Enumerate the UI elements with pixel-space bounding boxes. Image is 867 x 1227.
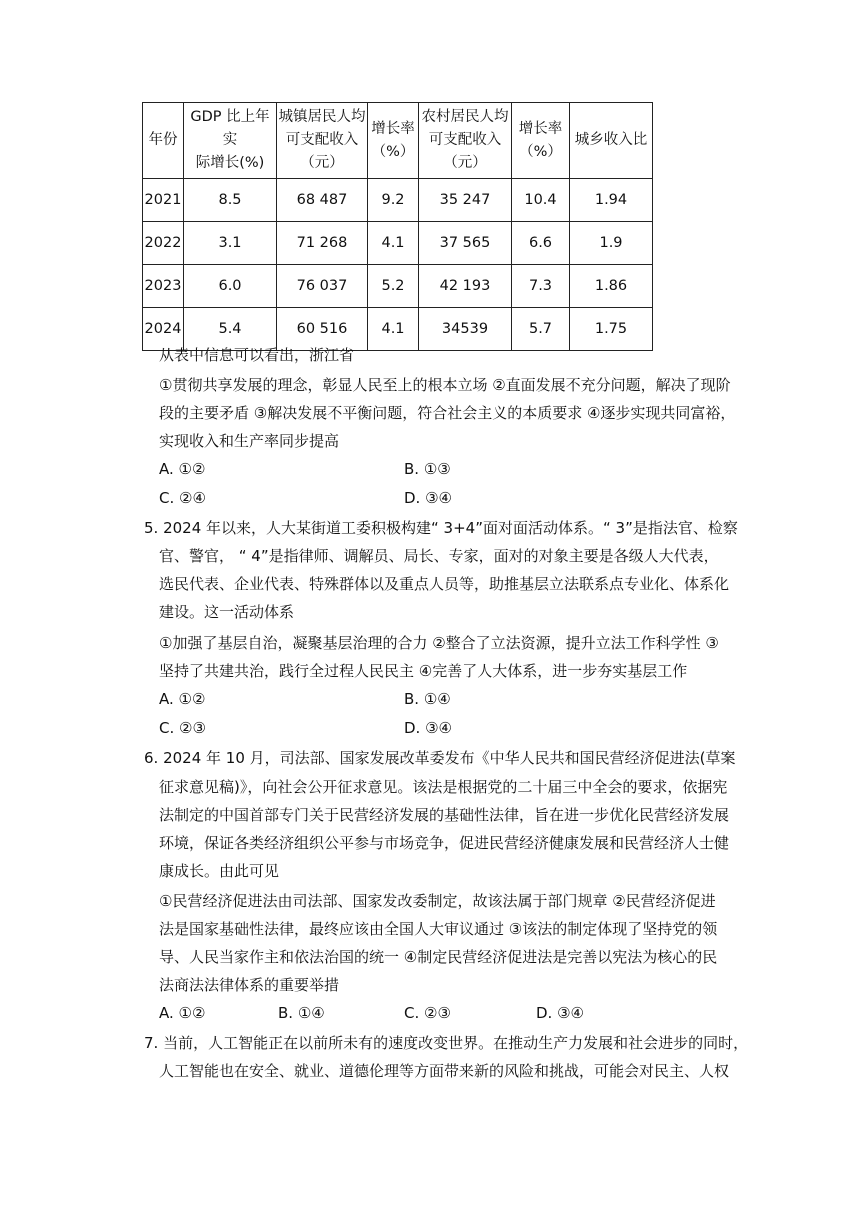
table-row: [143, 179, 653, 222]
table-cell: 5.4: [184, 308, 277, 351]
table-header-row: [143, 103, 653, 179]
table-cell: 2021: [143, 179, 184, 222]
table-cell: 1.86: [570, 265, 653, 308]
table-cell: 3.1: [184, 222, 277, 265]
table-cell: 60 516: [277, 308, 368, 351]
table-cell: 5.2: [368, 265, 419, 308]
table-cell: 37 565: [419, 222, 512, 265]
q5-statement-line: ①加强了基层自治，凝聚基层治理的合力 ②整合了立法资源，提升立法工作科学性 ③: [159, 634, 719, 652]
q6-statement-line: 法商法法律体系的重要举措: [159, 976, 340, 994]
q6-stem-line: 法制定的中国首部专门关于民营经济发展的基础性法律，旨在进一步优化民营经济发展: [159, 806, 730, 824]
q4-option-a: A. ①②: [159, 460, 206, 478]
q6-statement-line: 导、人民当家作主和依法治国的统一 ④制定民营经济促进法是完善以宪法为核心的民: [159, 948, 718, 966]
table-cell: 2024: [143, 308, 184, 351]
table-cell: 10.4: [512, 179, 570, 222]
table-cell: 1.9: [570, 222, 653, 265]
q6-stem-line: 环境，保证各类经济组织公平参与市场竞争，促进民营经济健康发展和民营经济人士健: [159, 834, 730, 852]
header-year: 年份: [143, 103, 184, 179]
q4-stem: 从表中信息可以看出，浙江省: [159, 346, 355, 364]
table-cell: 4.1: [368, 308, 419, 351]
table-cell: 9.2: [368, 179, 419, 222]
table-cell: 1.94: [570, 179, 653, 222]
table-cell: 76 037: [277, 265, 368, 308]
q6-statement-line: 法是国家基础性法律，最终应该由全国人大审议通过 ③该法的制定体现了坚持党的领: [159, 920, 718, 938]
q4-statement-line: 段的主要矛盾 ③解决发展不平衡问题，符合社会主义的本质要求 ④逐步实现共同富裕，: [159, 404, 736, 422]
q5-option-a: A. ①②: [159, 690, 206, 708]
q5-option-c: C. ②③: [159, 719, 206, 737]
q4-statement-line: 实现收入和生产率同步提高: [159, 432, 340, 450]
table-cell: 7.3: [512, 265, 570, 308]
q5-stem-line: 5. 2024 年以来，人大某街道工委积极构建“ 3+4”面对面活动体系。“ 3”是指法官、检察: [144, 519, 738, 537]
q6-stem-line: 征求意见稿)》，向社会公开征求意见。该法是根据党的二十届三中全会的要求，依据宪: [159, 778, 728, 796]
table-cell: 68 487: [277, 179, 368, 222]
header-gdp-growth: GDP 比上年实 际增长(%): [184, 103, 277, 179]
q6-option-a: A. ①②: [159, 1004, 206, 1022]
table-cell: 1.75: [570, 308, 653, 351]
header-ratio: 城乡收入比: [570, 103, 653, 179]
table-cell: 34539: [419, 308, 512, 351]
q4-statement-line: ①贯彻共享发展的理念，彰显人民至上的根本立场 ②直面发展不充分问题，解决了现阶: [159, 376, 731, 394]
q4-option-b: B. ①③: [404, 460, 451, 478]
table-cell: 71 268: [277, 222, 368, 265]
table-cell: 2023: [143, 265, 184, 308]
q6-option-c: C. ②③: [404, 1004, 451, 1022]
q5-option-b: B. ①④: [404, 690, 451, 708]
q5-stem-line: 官、警官， “ 4”是指律师、调解员、局长、专家，面对的对象主要是各级人大代表，: [159, 547, 719, 565]
table-cell: 4.1: [368, 222, 419, 265]
header-rural-income: 农村居民人均 可支配收入 （元）: [419, 103, 512, 179]
table-row: [143, 222, 653, 265]
q6-stem-line: 6. 2024 年 10 月，司法部、国家发展改革委发布《中华人民共和国民营经济促进法(草案: [144, 749, 736, 767]
header-rural-growth: 增长率 （%）: [512, 103, 570, 179]
q5-stem-line: 建设。这一活动体系: [159, 603, 295, 621]
q6-option-d: D. ③④: [536, 1004, 584, 1022]
q6-stem-line: 康成长。由此可见: [159, 862, 280, 880]
q5-statement-line: 坚持了共建共治，践行全过程人民民主 ④完善了人大体系，进一步夯实基层工作: [159, 662, 688, 680]
q7-stem-line: 7. 当前，人工智能正在以前所未有的速度改变世界。在推动生产力发展和社会进步的同时，: [144, 1034, 749, 1052]
q5-option-d: D. ③④: [404, 719, 452, 737]
income-table: [142, 102, 653, 351]
table-row: [143, 265, 653, 308]
q6-statement-line: ①民营经济促进法由司法部、国家发改委制定，故该法属于部门规章 ②民营经济促进: [159, 892, 716, 910]
q7-stem-line: 人工智能也在安全、就业、道德伦理等方面带来新的风险和挑战，可能会对民主、人权: [159, 1062, 730, 1080]
table-cell: 35 247: [419, 179, 512, 222]
q6-option-b: B. ①④: [278, 1004, 325, 1022]
q5-stem-line: 选民代表、企业代表、特殊群体以及重点人员等，助推基层立法联系点专业化、体系化: [159, 575, 730, 593]
table-cell: 2022: [143, 222, 184, 265]
header-urban-income: 城镇居民人均 可支配收入 （元）: [277, 103, 368, 179]
header-urban-growth: 增长率 （%）: [368, 103, 419, 179]
q4-option-c: C. ②④: [159, 489, 206, 507]
table-cell: 8.5: [184, 179, 277, 222]
table-cell: 5.7: [512, 308, 570, 351]
table-cell: 42 193: [419, 265, 512, 308]
table-cell: 6.0: [184, 265, 277, 308]
q4-option-d: D. ③④: [404, 489, 452, 507]
table-cell: 6.6: [512, 222, 570, 265]
